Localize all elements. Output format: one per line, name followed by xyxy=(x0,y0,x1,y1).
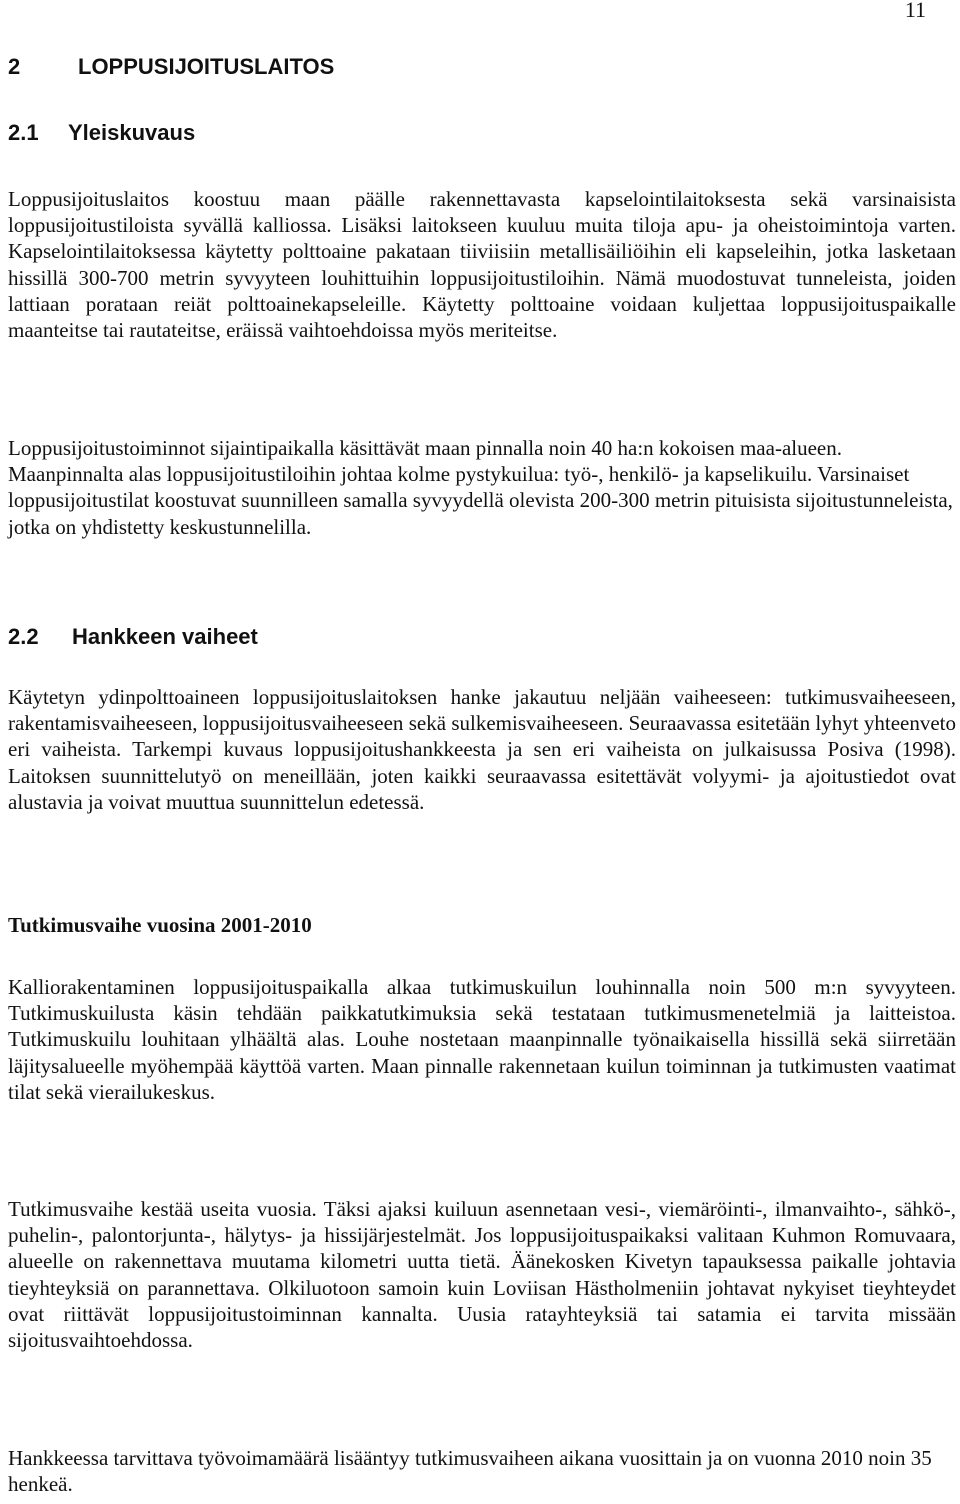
paragraph-overview-1: Loppusijoituslaitos koostuu maan päälle rakennettavasta kapselointilaitoksesta sekä varsinaisista loppusijoitustiloista syvällä kalliossa. Lisäksi laitokseen kuuluu muita tiloja apu- ja oheistoimintoja varten. Kapselointilaitoksessa käytetty polttoaine pakataan tiiviisiin metallisäiliöihin eli kapseleihin, jotka lasketaan hissillä 300-700 metrin syvyyteen louhittuihin loppusijoitustiloihin. Nämä muodostuvat tunneleista, joiden lattiaan porataan reiät polttoainekapseleille. Käytetty polttoaine voidaan kuljettaa loppusijoituspaikalle maanteitse tai rautateitse, eräissä vaihtoehdoissa myös meriteitse. xyxy=(8,187,956,343)
section-title: Yleiskuvaus xyxy=(68,120,196,145)
section-title: Hankkeen vaiheet xyxy=(72,624,258,649)
section-heading-overview xyxy=(8,119,195,147)
section-number: 2.2 xyxy=(8,624,39,649)
chapter-number: 2 xyxy=(8,54,21,79)
subheading-research-phase: Tutkimusvaihe vuosina 2001-2010 xyxy=(8,913,312,937)
page-number: 11 xyxy=(904,0,926,22)
chapter-title: LOPPUSIJOITUSLAITOS xyxy=(78,54,335,79)
paragraph-overview-2: Loppusijoitustoiminnot sijaintipaikalla käsittävät maan pinnalla noin 40 ha:n kokoisen maa-alueen. Maanpinnalta alas loppusijoitustiloihin johtaa kolme pystykuilua: työ-, henkilö- ja kapselikuilu. Varsinaiset loppusijoitustilat koostuvat suunnilleen samalla syvyydellä olevista 200-300 metrin pituisista sijoitustunneleista, jotka on yhdistetty keskustunnelilla. xyxy=(8,436,953,539)
paragraph-research-3: Hankkeessa tarvittava työvoimamäärä lisääntyy tutkimusvaiheen aikana vuosittain ja on vuonna 2010 noin 35 henkeä. xyxy=(8,1446,932,1497)
paragraph-phases-intro: Käytetyn ydinpolttoaineen loppusijoituslaitoksen hanke jakautuu neljään vaiheeseen: tutkimusvaiheeseen, rakentamisvaiheeseen, loppusijoitusvaiheeseen sekä sulkemisvaiheeseen. Seuraavassa esitetään lyhyt yhteenveto eri vaiheista. Tarkempi kuvaus loppusijoitushankkeesta ja sen eri vaiheista on julkaisussa Posiva (1998). Laitoksen suunnittelutyö on meneillään, joten kaikki seuraavassa esitettävät volyymi- ja ajoitustiedot ovat alustavia ja voivat muuttua suunnittelun edetessä. xyxy=(8,685,956,814)
paragraph-research-2: Tutkimusvaihe kestää useita vuosia. Täksi ajaksi kuiluun asennetaan vesi-, viemäröinti-, ilmanvaihto-, sähkö-, puhelin-, palontorjunta-, hälytys- ja hissijärjestelmät. Jos loppusijoituspaikaksi valitaan Kuhmon Romuvaara, alueelle on rakennettava muutama kilometri uutta tietä. Äänekosken Kivetyn tapauksessa paikalle johtavia tieyhteyksiä on parannettava. Olkiluotoon samoin kuin Loviisan Hästholmeniin johtavat nykyiset tieyhteydet ovat riittävät loppusijoitustoiminnan kannalta. Uusia ratayhteyksiä tai satamia ei tarvita missään sijoitusvaihtoehdossa. xyxy=(8,1197,956,1353)
section-number: 2.1 xyxy=(8,120,39,145)
section-heading-phases xyxy=(8,623,258,651)
paragraph-research-1: Kalliorakentaminen loppusijoituspaikalla alkaa tutkimuskuilun louhinnalla noin 500 m:n syvyyteen. Tutkimuskuilusta käsin tehdään paikkatutkimuksia sekä testataan tutkimusmenetelmiä ja laitteistoa. Tutkimuskuilu louhitaan ylhäältä alas. Louhe nostetaan maanpinnalle työnaikaisella hissillä sekä siirretään läjitysalueelle myöhempää käyttöä varten. Maan pinnalle rakennetaan kuilun toiminnan ja tutkimusten vaatimat tilat sekä vierailukeskus. xyxy=(8,975,956,1104)
chapter-heading xyxy=(8,53,334,81)
